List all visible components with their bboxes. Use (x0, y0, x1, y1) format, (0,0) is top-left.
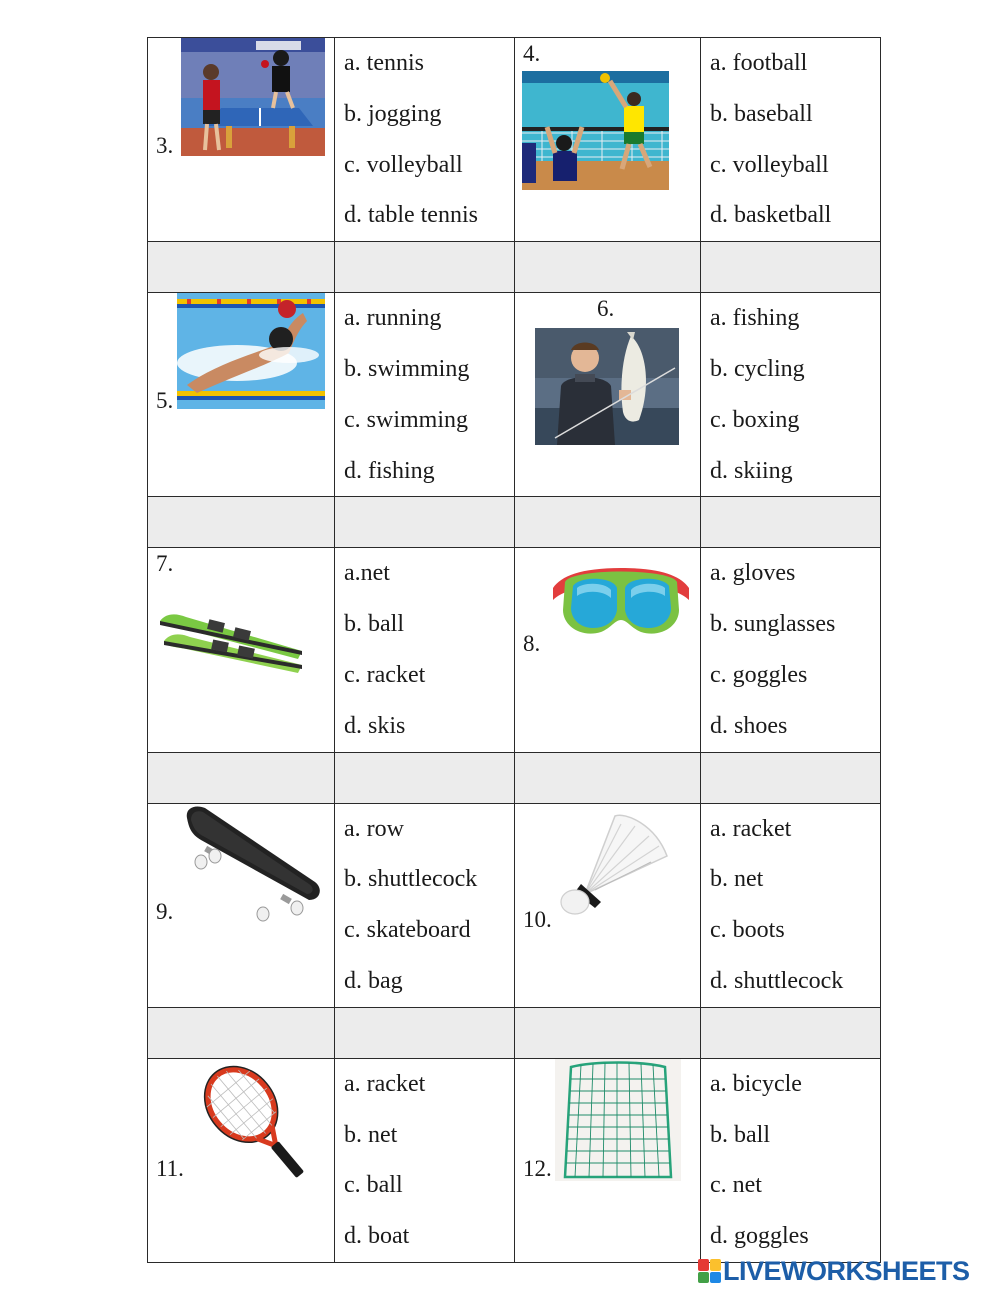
question-number: 10. (523, 906, 552, 932)
option-b[interactable]: b. jogging (344, 100, 442, 127)
answer-box-q4[interactable] (701, 242, 881, 293)
answer-row (148, 1007, 881, 1058)
answer-row (148, 242, 881, 293)
logo-text: LIVEWORKSHEETS (723, 1255, 970, 1286)
answer-box-q8[interactable] (701, 752, 881, 803)
answer-input-q10[interactable] (701, 1008, 880, 1058)
answer-cell (515, 497, 701, 548)
answer-input-q5[interactable] (335, 497, 514, 547)
option-d[interactable]: d. skis (344, 712, 406, 739)
option-a[interactable]: a. row (344, 815, 404, 842)
question-number: 9. (156, 898, 174, 924)
goggles-image (551, 548, 691, 646)
option-a[interactable]: a. gloves (710, 560, 796, 587)
answer-input-q6[interactable] (701, 497, 880, 547)
table-tennis-image (181, 38, 325, 156)
option-b[interactable]: b. ball (710, 1121, 770, 1148)
option-a[interactable]: a. football (710, 50, 808, 76)
question-5-image-cell (148, 293, 335, 497)
question-7-image-cell (148, 548, 335, 752)
question-row (148, 38, 881, 242)
option-c[interactable]: c. volleyball (344, 151, 463, 178)
question-8-options-cell (701, 548, 881, 752)
option-c[interactable]: c. goggles (710, 661, 808, 688)
question-row (148, 1058, 881, 1262)
option-a[interactable]: a. bicycle (710, 1070, 802, 1097)
question-6-image-cell (515, 293, 701, 497)
option-b[interactable]: b. net (344, 1121, 398, 1148)
skis-image (156, 603, 306, 675)
answer-cell (148, 242, 335, 293)
swimming-image (177, 293, 325, 409)
question-number: 6. (597, 296, 615, 322)
question-number: 11. (156, 1155, 184, 1181)
answer-input-q9[interactable] (335, 1008, 514, 1058)
answer-input-q7[interactable] (335, 753, 514, 803)
question-number: 8. (523, 631, 541, 657)
option-b[interactable]: b. sunglasses (710, 611, 836, 638)
answer-cell (148, 752, 335, 803)
option-d[interactable]: d. bag (344, 967, 403, 994)
option-c[interactable]: c. racket (344, 661, 426, 688)
option-d[interactable]: d. table tennis (344, 202, 478, 229)
option-a[interactable]: a. racket (710, 815, 792, 842)
question-3-options-cell (335, 38, 515, 242)
question-number: 5. (156, 388, 174, 414)
option-c[interactable]: c. boxing (710, 406, 800, 433)
fishing-image (535, 328, 679, 445)
question-11-options-cell (335, 1058, 515, 1262)
answer-row (148, 497, 881, 548)
option-c[interactable]: c. boots (710, 917, 785, 944)
option-c[interactable]: c. skateboard (344, 917, 471, 944)
option-a[interactable]: a. racket (344, 1070, 426, 1097)
answer-box-q10[interactable] (701, 1007, 881, 1058)
option-c[interactable]: c. volleyball (710, 151, 829, 178)
skateboard-image (181, 804, 323, 922)
option-c[interactable]: c. net (710, 1172, 762, 1199)
option-d[interactable]: d. basketball (710, 202, 832, 229)
answer-box-q7[interactable] (335, 752, 515, 803)
question-row (148, 293, 881, 497)
option-d[interactable]: d. boat (344, 1223, 410, 1250)
option-a[interactable]: a. running (344, 305, 442, 332)
answer-input-q4[interactable] (701, 242, 880, 292)
question-row (148, 803, 881, 1007)
question-3-image-cell (148, 38, 335, 242)
question-11-image-cell (148, 1058, 335, 1262)
option-d[interactable]: d. shuttlecock (710, 967, 844, 994)
question-4-image-cell (515, 38, 701, 242)
question-5-options-cell (335, 293, 515, 497)
question-9-options-cell (335, 803, 515, 1007)
question-row (148, 548, 881, 752)
answer-box-q5[interactable] (335, 497, 515, 548)
liveworksheets-logo-icon (698, 1259, 720, 1283)
option-a[interactable]: a. fishing (710, 305, 800, 332)
answer-box-q3[interactable] (335, 242, 515, 293)
answer-row (148, 752, 881, 803)
question-8-image-cell (515, 548, 701, 752)
option-c[interactable]: c. ball (344, 1172, 403, 1199)
question-number: 3. (156, 133, 174, 158)
question-number: 12. (523, 1155, 552, 1181)
question-number: 4. (523, 41, 541, 66)
option-d[interactable]: d. skiing (710, 457, 793, 484)
answer-cell (515, 1007, 701, 1058)
answer-cell (515, 752, 701, 803)
option-d[interactable]: d. fishing (344, 457, 435, 484)
question-7-options-cell (335, 548, 515, 752)
answer-cell (515, 242, 701, 293)
question-9-image-cell (148, 803, 335, 1007)
option-c[interactable]: c. swimming (344, 406, 468, 433)
tennis-racket-image (195, 1059, 315, 1181)
answer-input-q3[interactable] (335, 242, 514, 292)
answer-input-q8[interactable] (701, 753, 880, 803)
option-b[interactable]: b. swimming (344, 355, 470, 382)
question-4-options-cell (701, 38, 881, 242)
option-b[interactable]: b. shuttlecock (344, 866, 478, 893)
worksheet-table (147, 37, 881, 1263)
question-10-image-cell (515, 803, 701, 1007)
option-d[interactable]: d. goggles (710, 1223, 809, 1250)
answer-cell (148, 497, 335, 548)
liveworksheets-logo[interactable] (698, 1256, 970, 1286)
question-10-options-cell (701, 803, 881, 1007)
question-6-options-cell (701, 293, 881, 497)
answer-box-q9[interactable] (335, 1007, 515, 1058)
answer-cell (148, 1007, 335, 1058)
option-a[interactable]: a. tennis (344, 50, 424, 76)
option-b[interactable]: b. net (710, 866, 764, 893)
option-a[interactable]: a.net (344, 560, 390, 587)
option-b[interactable]: b. cycling (710, 355, 805, 382)
option-d[interactable]: d. shoes (710, 712, 788, 739)
question-12-options-cell (701, 1058, 881, 1262)
option-b[interactable]: b. baseball (710, 100, 813, 127)
question-number: 7. (156, 551, 174, 577)
question-12-image-cell (515, 1058, 701, 1262)
answer-box-q6[interactable] (701, 497, 881, 548)
option-b[interactable]: b. ball (344, 611, 404, 638)
shuttlecock-image (555, 804, 679, 924)
net-image (555, 1059, 681, 1181)
volleyball-image (522, 71, 669, 190)
